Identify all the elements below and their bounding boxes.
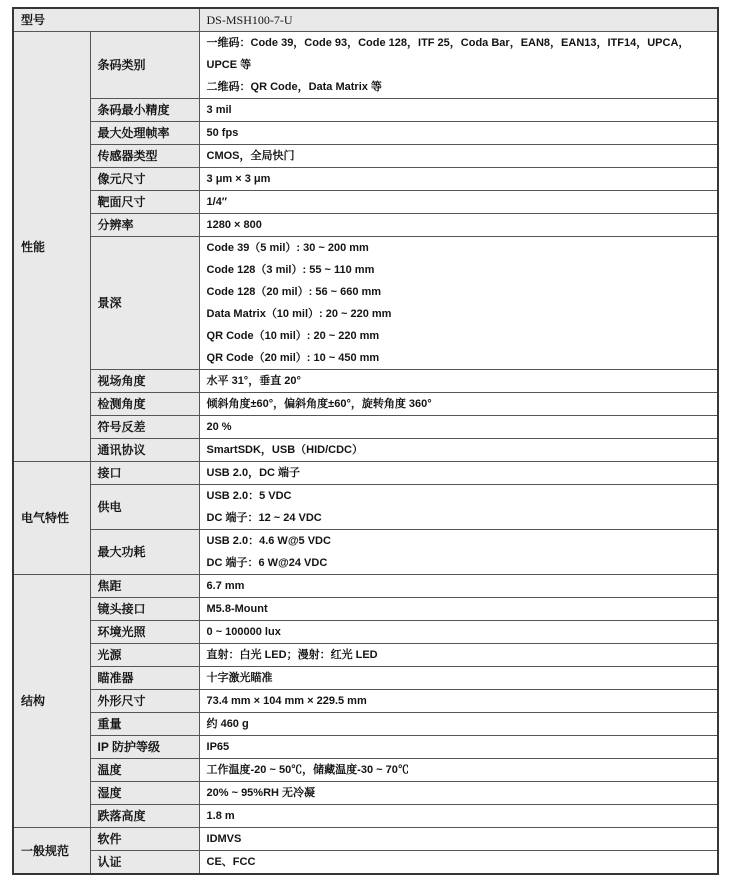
value-cell: [199, 759, 718, 782]
value-cell: [199, 214, 718, 237]
property-cell: 湿度: [90, 782, 199, 805]
value-cell: [199, 416, 718, 439]
value-cell: [199, 736, 718, 759]
value-cell: [199, 805, 718, 828]
property-cell: 重量: [90, 713, 199, 736]
property-cell: 符号反差: [90, 416, 199, 439]
value-cell: [199, 644, 718, 667]
property-cell: 条码最小精度: [90, 99, 199, 122]
value-line: DC 端子：12 ~ 24 VDC: [206, 512, 322, 524]
value-line: SmartSDK，USB（HID/CDC）: [206, 444, 363, 456]
property-cell: 分辨率: [90, 214, 199, 237]
spec-row: [13, 237, 718, 370]
model-value-text: DS-MSH100-7-U: [206, 13, 293, 27]
value-cell: [199, 621, 718, 644]
value-line: 6.7 mm: [206, 580, 245, 592]
spec-row: [13, 439, 718, 462]
spec-row: [13, 214, 718, 237]
value-line: 20% ~ 95%RH 无冷凝: [206, 787, 316, 799]
property-cell: 像元尺寸: [90, 168, 199, 191]
spec-row: [13, 736, 718, 759]
value-line: 3 mil: [206, 104, 232, 116]
value-line: 直射：白光 LED；漫射：红光 LED: [206, 649, 378, 661]
property-cell: 最大处理帧率: [90, 122, 199, 145]
model-value: [199, 8, 718, 32]
value-line: 倾斜角度±60°，偏斜角度±60°，旋转角度 360°: [206, 398, 432, 410]
value-line: 1/4″: [206, 196, 228, 208]
value-line: 1280 × 800: [206, 219, 262, 231]
property-cell: 检测角度: [90, 393, 199, 416]
value-cell: [199, 485, 718, 530]
property-cell: 焦距: [90, 575, 199, 598]
value-line: CMOS，全局快门: [206, 150, 295, 162]
property-cell: 景深: [90, 237, 199, 370]
value-line: 约 460 g: [206, 718, 249, 730]
spec-row: [13, 145, 718, 168]
value-cell: [199, 168, 718, 191]
value-line: IDMVS: [206, 833, 242, 845]
value-line: M5.8-Mount: [206, 603, 268, 615]
spec-row: [13, 530, 718, 575]
spec-row: [13, 99, 718, 122]
spec-row: [13, 598, 718, 621]
value-line: 73.4 mm × 104 mm × 229.5 mm: [206, 695, 367, 707]
spec-row: [13, 690, 718, 713]
spec-row: [13, 370, 718, 393]
spec-row: [13, 485, 718, 530]
spec-row: [13, 713, 718, 736]
category-cell-structure: 结构: [13, 575, 90, 828]
spec-row: [13, 122, 718, 145]
value-cell: [199, 99, 718, 122]
value-line: Data Matrix（10 mil）: 20 ~ 220 mm: [206, 308, 392, 320]
value-cell: [199, 828, 718, 851]
spec-row: [13, 759, 718, 782]
property-cell: 环境光照: [90, 621, 199, 644]
value-line: IP65: [206, 741, 230, 753]
property-cell: 接口: [90, 462, 199, 485]
value-line: USB 2.0：4.6 W@5 VDC: [206, 535, 331, 547]
property-cell: 通讯协议: [90, 439, 199, 462]
spec-row: [13, 575, 718, 598]
value-line: Code 128（3 mil）: 55 ~ 110 mm: [206, 264, 375, 276]
spec-row: [13, 393, 718, 416]
property-cell: 跌落高度: [90, 805, 199, 828]
property-cell: 供电: [90, 485, 199, 530]
spec-row: [13, 621, 718, 644]
property-cell: 镜头接口: [90, 598, 199, 621]
property-cell: 条码类别: [90, 32, 199, 99]
value-line: Code 128（20 mil）: 56 ~ 660 mm: [206, 286, 382, 298]
spec-row: [13, 805, 718, 828]
value-cell: [199, 851, 718, 875]
spec-row: [13, 462, 718, 485]
spec-row: [13, 828, 718, 851]
model-label: 型号: [13, 8, 199, 32]
value-line: CE、FCC: [206, 856, 256, 868]
spec-row: [13, 416, 718, 439]
spec-row: [13, 168, 718, 191]
value-line: USB 2.0：5 VDC: [206, 490, 292, 502]
value-cell: [199, 782, 718, 805]
value-cell: [199, 713, 718, 736]
value-line: 水平 31°，垂直 20°: [206, 375, 301, 387]
value-cell: [199, 462, 718, 485]
value-line: 工作温度-20 ~ 50℃，储藏温度-30 ~ 70℃: [206, 764, 409, 776]
property-cell: 最大功耗: [90, 530, 199, 575]
value-cell: [199, 32, 718, 99]
spec-row: [13, 851, 718, 875]
category-cell-general: 一般规范: [13, 828, 90, 875]
value-line: UPCE 等: [206, 59, 252, 71]
value-cell: [199, 439, 718, 462]
value-line: 一维码：Code 39，Code 93，Code 128，ITF 25，Coda Bar，EAN8，EAN13，ITF14，UPCA，: [206, 37, 690, 49]
property-cell: 视场角度: [90, 370, 199, 393]
value-cell: [199, 237, 718, 370]
spec-row: [13, 667, 718, 690]
property-cell: 认证: [90, 851, 199, 875]
value-cell: [199, 370, 718, 393]
property-cell: 温度: [90, 759, 199, 782]
property-cell: 外形尺寸: [90, 690, 199, 713]
value-cell: [199, 145, 718, 168]
value-line: QR Code（20 mil）: 10 ~ 450 mm: [206, 352, 380, 364]
value-cell: [199, 122, 718, 145]
spec-table: [12, 7, 719, 875]
value-line: QR Code（10 mil）: 20 ~ 220 mm: [206, 330, 380, 342]
value-line: 十字激光瞄准: [206, 672, 273, 684]
property-cell: 软件: [90, 828, 199, 851]
property-cell: 传感器类型: [90, 145, 199, 168]
spec-row: [13, 644, 718, 667]
spec-row: [13, 782, 718, 805]
value-line: 0 ~ 100000 lux: [206, 626, 281, 638]
value-cell: [199, 575, 718, 598]
property-cell: 瞄准器: [90, 667, 199, 690]
property-cell: 靶面尺寸: [90, 191, 199, 214]
property-cell: IP 防护等级: [90, 736, 199, 759]
value-cell: [199, 530, 718, 575]
value-cell: [199, 191, 718, 214]
value-cell: [199, 667, 718, 690]
value-line: 50 fps: [206, 127, 239, 139]
value-line: DC 端子：6 W@24 VDC: [206, 557, 328, 569]
value-cell: [199, 690, 718, 713]
value-cell: [199, 598, 718, 621]
value-line: 1.8 m: [206, 810, 235, 822]
value-line: Code 39（5 mil）: 30 ~ 200 mm: [206, 242, 369, 254]
property-cell: 光源: [90, 644, 199, 667]
value-line: USB 2.0，DC 端子: [206, 467, 301, 479]
value-line: 20 %: [206, 421, 232, 433]
category-cell-performance: 性能: [13, 32, 90, 462]
category-cell-electrical: 电气特性: [13, 462, 90, 575]
value-line: 3 μm × 3 μm: [206, 173, 271, 185]
value-cell: [199, 393, 718, 416]
spec-row: [13, 191, 718, 214]
spec-row: [13, 32, 718, 99]
value-line: 二维码：QR Code，Data Matrix 等: [206, 81, 382, 93]
model-row: [13, 8, 718, 32]
